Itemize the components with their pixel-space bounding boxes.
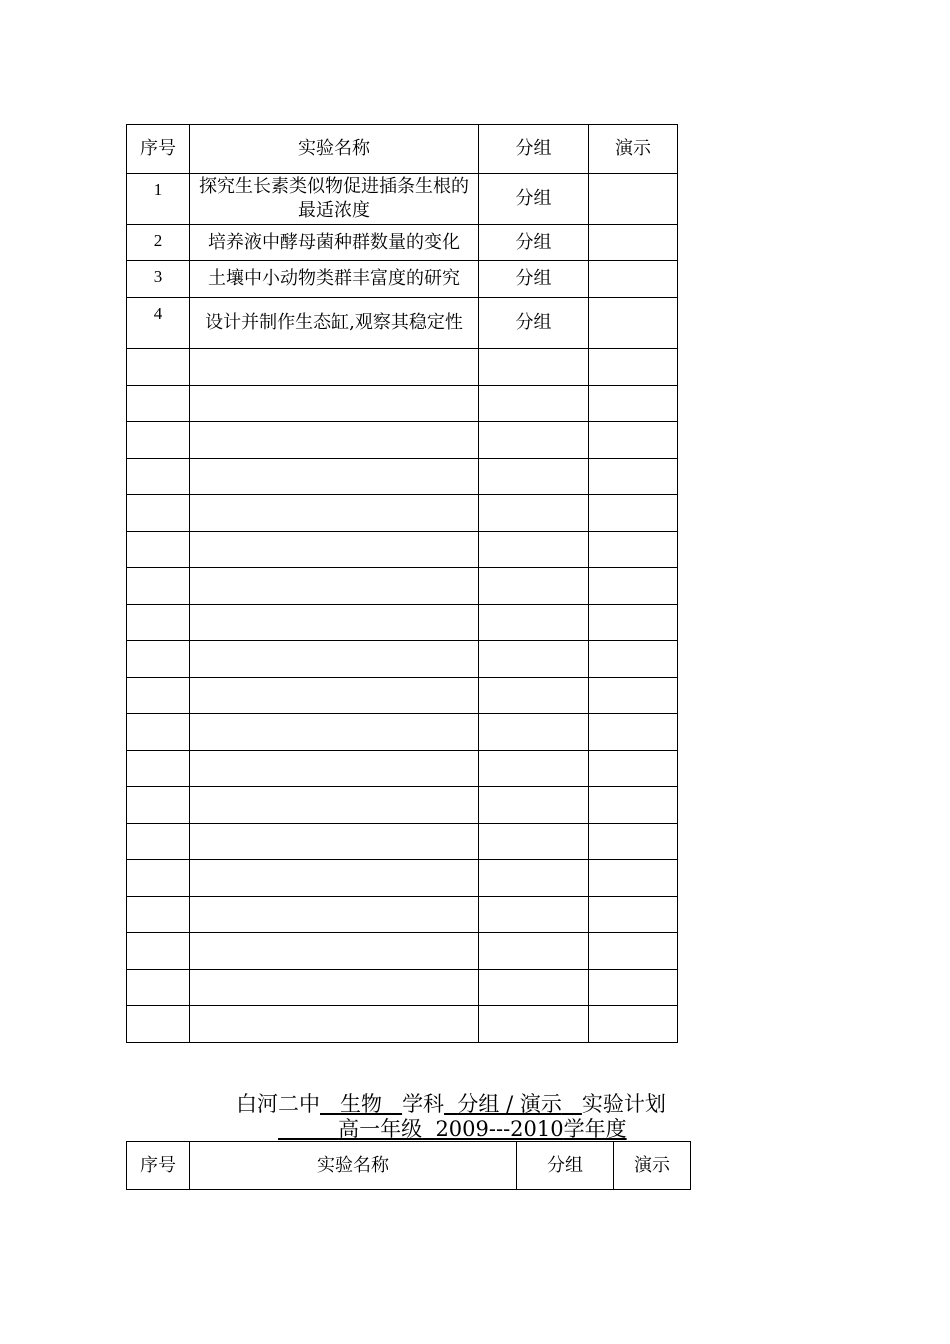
empty-cell-group — [479, 860, 589, 897]
empty-cell-name — [190, 349, 479, 386]
row-experiment-name: 探究生长素类似物促进插条生根的最适浓度 — [190, 174, 479, 225]
empty-cell-number — [127, 1006, 190, 1043]
empty-cell-name — [190, 787, 479, 824]
empty-row — [127, 422, 678, 459]
experiment-table — [126, 124, 678, 1043]
empty-cell-name — [190, 677, 479, 714]
empty-cell-name — [190, 422, 479, 459]
empty-cell-group — [479, 458, 589, 495]
table-header-row — [127, 1142, 691, 1190]
empty-cell-name — [190, 823, 479, 860]
empty-cell-demo — [589, 568, 678, 605]
empty-cell-name — [190, 896, 479, 933]
empty-cell-number — [127, 568, 190, 605]
school-name: 白河二中 — [236, 1092, 320, 1116]
empty-cell-demo — [589, 385, 678, 422]
row-experiment-name: 培养液中酵母菌种群数量的变化 — [190, 225, 479, 261]
table-row — [127, 261, 678, 298]
empty-cell-group — [479, 823, 589, 860]
empty-cell-name — [190, 933, 479, 970]
plan-subtitle — [278, 1116, 678, 1142]
empty-row — [127, 349, 678, 386]
empty-cell-number — [127, 458, 190, 495]
plan-title — [236, 1090, 716, 1118]
empty-cell-demo — [589, 604, 678, 641]
row-number: 3 — [127, 261, 190, 298]
empty-cell-number — [127, 896, 190, 933]
subject-suffix: 学科 — [402, 1092, 445, 1116]
empty-cell-number — [127, 969, 190, 1006]
empty-cell-demo — [589, 933, 678, 970]
grade: 高一年级 — [338, 1117, 423, 1141]
row-group: 分组 — [479, 225, 589, 261]
plan-suffix: 实验计划 — [581, 1092, 666, 1116]
empty-cell-demo — [589, 531, 678, 568]
empty-cell-name — [190, 750, 479, 787]
empty-cell-number — [127, 714, 190, 751]
header-demo: 演示 — [589, 125, 678, 174]
row-group: 分组 — [479, 298, 589, 349]
empty-cell-number — [127, 860, 190, 897]
empty-row — [127, 531, 678, 568]
empty-cell-number — [127, 349, 190, 386]
empty-row — [127, 604, 678, 641]
empty-row — [127, 458, 678, 495]
empty-row — [127, 495, 678, 532]
row-demo — [589, 225, 678, 261]
empty-cell-name — [190, 714, 479, 751]
empty-row — [127, 641, 678, 678]
empty-cell-demo — [589, 823, 678, 860]
empty-cell-group — [479, 714, 589, 751]
header-experiment-name: 实验名称 — [190, 125, 479, 174]
empty-cell-group — [479, 422, 589, 459]
empty-row — [127, 969, 678, 1006]
empty-cell-demo — [589, 677, 678, 714]
empty-cell-group — [479, 750, 589, 787]
empty-row — [127, 750, 678, 787]
empty-cell-name — [190, 458, 479, 495]
empty-cell-demo — [589, 714, 678, 751]
empty-row — [127, 568, 678, 605]
empty-cell-demo — [589, 641, 678, 678]
empty-cell-group — [479, 933, 589, 970]
empty-cell-demo — [589, 349, 678, 386]
empty-cell-group — [479, 349, 589, 386]
header-experiment-name: 实验名称 — [190, 1142, 517, 1190]
row-demo — [589, 261, 678, 298]
header-group: 分组 — [479, 125, 589, 174]
empty-cell-number — [127, 677, 190, 714]
empty-cell-number — [127, 495, 190, 532]
empty-cell-demo — [589, 495, 678, 532]
row-experiment-name: 土壤中小动物类群丰富度的研究 — [190, 261, 479, 298]
empty-cell-name — [190, 604, 479, 641]
header-number: 序号 — [127, 125, 190, 174]
row-demo — [589, 298, 678, 349]
table-row — [127, 225, 678, 261]
empty-cell-number — [127, 385, 190, 422]
empty-cell-demo — [589, 896, 678, 933]
row-group: 分组 — [479, 261, 589, 298]
empty-cell-group — [479, 604, 589, 641]
empty-row — [127, 860, 678, 897]
empty-cell-demo — [589, 969, 678, 1006]
row-experiment-name: 设计并制作生态缸,观察其稳定性 — [190, 298, 479, 349]
header-group: 分组 — [517, 1142, 614, 1190]
empty-row — [127, 385, 678, 422]
empty-row — [127, 1006, 678, 1043]
table-row — [127, 174, 678, 225]
empty-cell-name — [190, 495, 479, 532]
empty-cell-group — [479, 787, 589, 824]
empty-cell-name — [190, 969, 479, 1006]
header-demo: 演示 — [614, 1142, 691, 1190]
empty-cell-number — [127, 933, 190, 970]
empty-cell-number — [127, 422, 190, 459]
empty-cell-demo — [589, 458, 678, 495]
empty-row — [127, 896, 678, 933]
empty-cell-name — [190, 1006, 479, 1043]
empty-cell-name — [190, 860, 479, 897]
empty-row — [127, 787, 678, 824]
header-number: 序号 — [127, 1142, 190, 1190]
empty-cell-group — [479, 896, 589, 933]
school-year: 2009---2010 — [435, 1117, 564, 1141]
empty-cell-demo — [589, 860, 678, 897]
empty-cell-group — [479, 641, 589, 678]
empty-cell-group — [479, 385, 589, 422]
empty-cell-name — [190, 531, 479, 568]
row-number: 2 — [127, 225, 190, 261]
empty-cell-group — [479, 531, 589, 568]
table-header-row — [127, 125, 678, 174]
empty-row — [127, 714, 678, 751]
empty-row — [127, 677, 678, 714]
row-number: 1 — [127, 174, 190, 225]
subject-name: 生物 — [340, 1092, 383, 1116]
empty-cell-group — [479, 677, 589, 714]
empty-cell-number — [127, 787, 190, 824]
empty-cell-number — [127, 823, 190, 860]
empty-cell-group — [479, 495, 589, 532]
empty-cell-demo — [589, 422, 678, 459]
empty-cell-number — [127, 604, 190, 641]
empty-cell-demo — [589, 787, 678, 824]
empty-cell-group — [479, 969, 589, 1006]
empty-cell-number — [127, 750, 190, 787]
empty-cell-number — [127, 641, 190, 678]
empty-cell-name — [190, 641, 479, 678]
year-suffix: 学年度 — [563, 1117, 627, 1141]
empty-cell-group — [479, 568, 589, 605]
experiment-table-2 — [126, 1141, 691, 1190]
row-group: 分组 — [479, 174, 589, 225]
empty-cell-name — [190, 568, 479, 605]
subject-blank — [320, 1092, 402, 1116]
row-number: 4 — [127, 298, 190, 349]
empty-row — [127, 933, 678, 970]
empty-cell-group — [479, 1006, 589, 1043]
type-blank — [444, 1092, 582, 1116]
empty-cell-demo — [589, 750, 678, 787]
empty-cell-number — [127, 531, 190, 568]
row-demo — [589, 174, 678, 225]
table-row — [127, 298, 678, 349]
empty-row — [127, 823, 678, 860]
grade-blank — [278, 1117, 627, 1141]
empty-cell-demo — [589, 1006, 678, 1043]
experiment-type: 分组 / 演示 — [457, 1092, 562, 1116]
empty-cell-name — [190, 385, 479, 422]
